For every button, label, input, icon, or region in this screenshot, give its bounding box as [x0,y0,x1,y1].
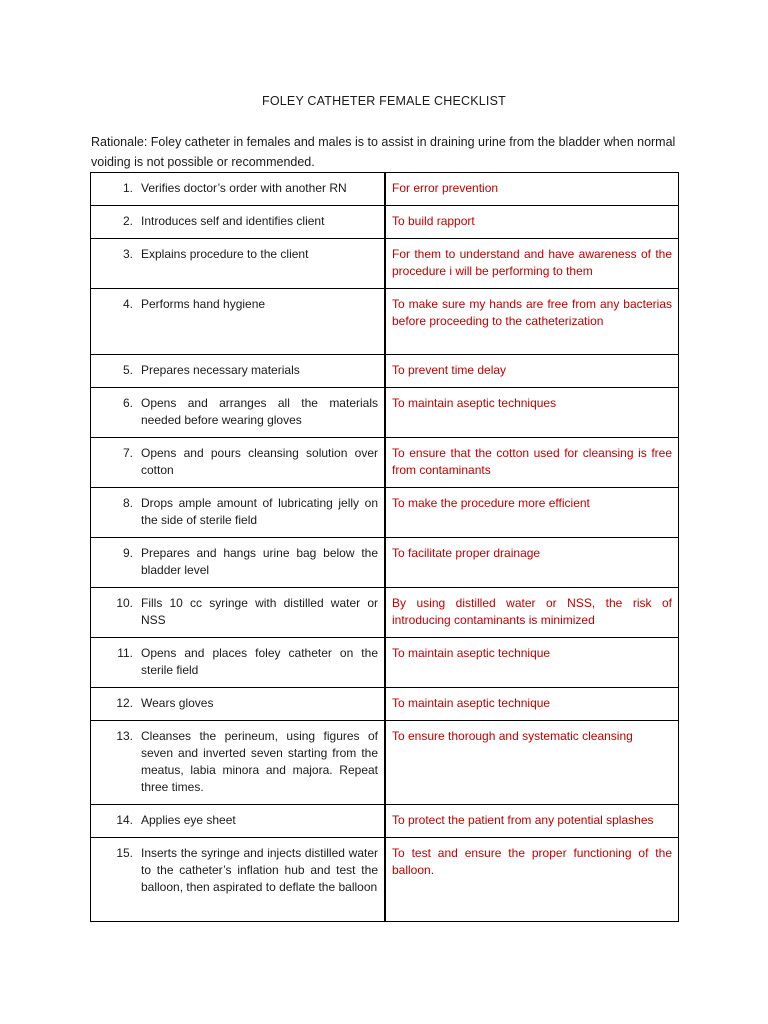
step-text: Opens and pours cleansing solution over cotton [141,446,378,477]
step-number: 9. [122,546,133,560]
step-number: 3. [122,247,133,261]
step-cell [91,488,386,538]
step-cell [91,638,386,688]
checklist-row [91,638,679,688]
step-text: Explains procedure to the client [141,247,309,261]
rationale-cell: To make the procedure more efficient [385,488,679,538]
step-text: Prepares and hangs urine bag below the bladder level [141,546,378,577]
document-title: FOLEY CATHETER FEMALE CHECKLIST [262,94,506,108]
step-number: 10. [116,596,133,610]
step-item [97,495,378,529]
step-item [97,812,378,829]
step-number: 6. [122,396,133,410]
rationale-cell: To maintain aseptic techniques [385,388,679,438]
step-item [97,728,378,796]
step-number: 8. [122,496,133,510]
step-cell [91,289,386,355]
step-text: Drops ample amount of lubricating jelly on the side of sterile field [141,496,378,527]
checklist-row [91,173,679,206]
step-cell [91,838,386,922]
rationale-cell: For them to understand and have awareness of the procedure i will be performing to them [385,239,679,289]
step-number: 12. [116,696,133,710]
rationale-cell: To maintain aseptic technique [385,638,679,688]
step-text: Performs hand hygiene [141,297,266,311]
step-text: Verifies doctor’s order with another RN [141,181,347,195]
rationale-cell: To ensure that the cotton used for cleansing is free from contaminants [385,438,679,488]
rationale-cell: To ensure thorough and systematic cleansing [385,721,679,805]
step-text: Inserts the syringe and injects distilled water to the catheter’s inflation hub and test the balloon, then aspirated to deflate the balloon [141,846,378,894]
step-item [97,213,378,230]
step-cell [91,438,386,488]
checklist-row [91,289,679,355]
checklist-row [91,388,679,438]
checklist-row [91,239,679,289]
step-cell [91,538,386,588]
rationale-text: Rationale: Foley catheter in females and males is to assist in draining urine from the bladder when normal voiding is not possible or recommended. [91,135,676,169]
step-item [97,695,378,712]
step-cell [91,721,386,805]
step-cell [91,355,386,388]
checklist-row [91,721,679,805]
step-item [97,595,378,629]
step-item [97,362,378,379]
checklist-row [91,488,679,538]
step-cell [91,239,386,289]
step-text: Introduces self and identifies client [141,214,325,228]
step-number: 11. [117,646,133,660]
step-item [97,545,378,579]
step-item [97,445,378,479]
step-cell [91,588,386,638]
step-item [97,395,378,429]
step-text: Fills 10 cc syringe with distilled water or NSS [141,596,378,627]
step-text: Applies eye sheet [141,813,236,827]
checklist-row [91,688,679,721]
step-text: Opens and arranges all the materials needed before wearing gloves [141,396,378,427]
step-cell [91,206,386,239]
step-number: 2. [122,214,133,228]
step-item [97,246,378,263]
step-number: 14. [116,813,133,827]
rationale-cell: To prevent time delay [385,355,679,388]
step-number: 13. [116,729,133,743]
checklist-row [91,805,679,838]
checklist-table [90,172,679,922]
rationale-cell: To maintain aseptic technique [385,688,679,721]
checklist-row [91,588,679,638]
step-number: 7. [122,446,133,460]
checklist-row [91,438,679,488]
step-text: Wears gloves [141,696,214,710]
rationale-cell: To test and ensure the proper functioning of the balloon. [385,838,679,922]
rationale-cell: For error prevention [385,173,679,206]
step-number: 15. [116,846,133,860]
step-cell [91,388,386,438]
checklist-row [91,355,679,388]
step-number: 4. [122,297,133,311]
step-number: 1. [122,181,133,195]
step-number: 5. [122,363,133,377]
step-item [97,180,378,197]
step-item [97,645,378,679]
checklist-row [91,838,679,922]
rationale-cell: To make sure my hands are free from any bacterias before proceeding to the catheterization [385,289,679,355]
checklist-row [91,206,679,239]
step-item [97,845,378,896]
step-cell [91,688,386,721]
step-cell [91,173,386,206]
step-text: Cleanses the perineum, using figures of seven and inverted seven starting from the meatus, labia minora and majora. Repeat three times. [141,729,378,794]
rationale-cell: By using distilled water or NSS, the risk of introducing contaminants is minimized [385,588,679,638]
step-text: Opens and places foley catheter on the sterile field [141,646,378,677]
checklist-row [91,538,679,588]
step-text: Prepares necessary materials [141,363,300,377]
step-cell [91,805,386,838]
step-item [97,296,378,313]
rationale-cell: To protect the patient from any potential splashes [385,805,679,838]
rationale-cell: To build rapport [385,206,679,239]
rationale-cell: To facilitate proper drainage [385,538,679,588]
